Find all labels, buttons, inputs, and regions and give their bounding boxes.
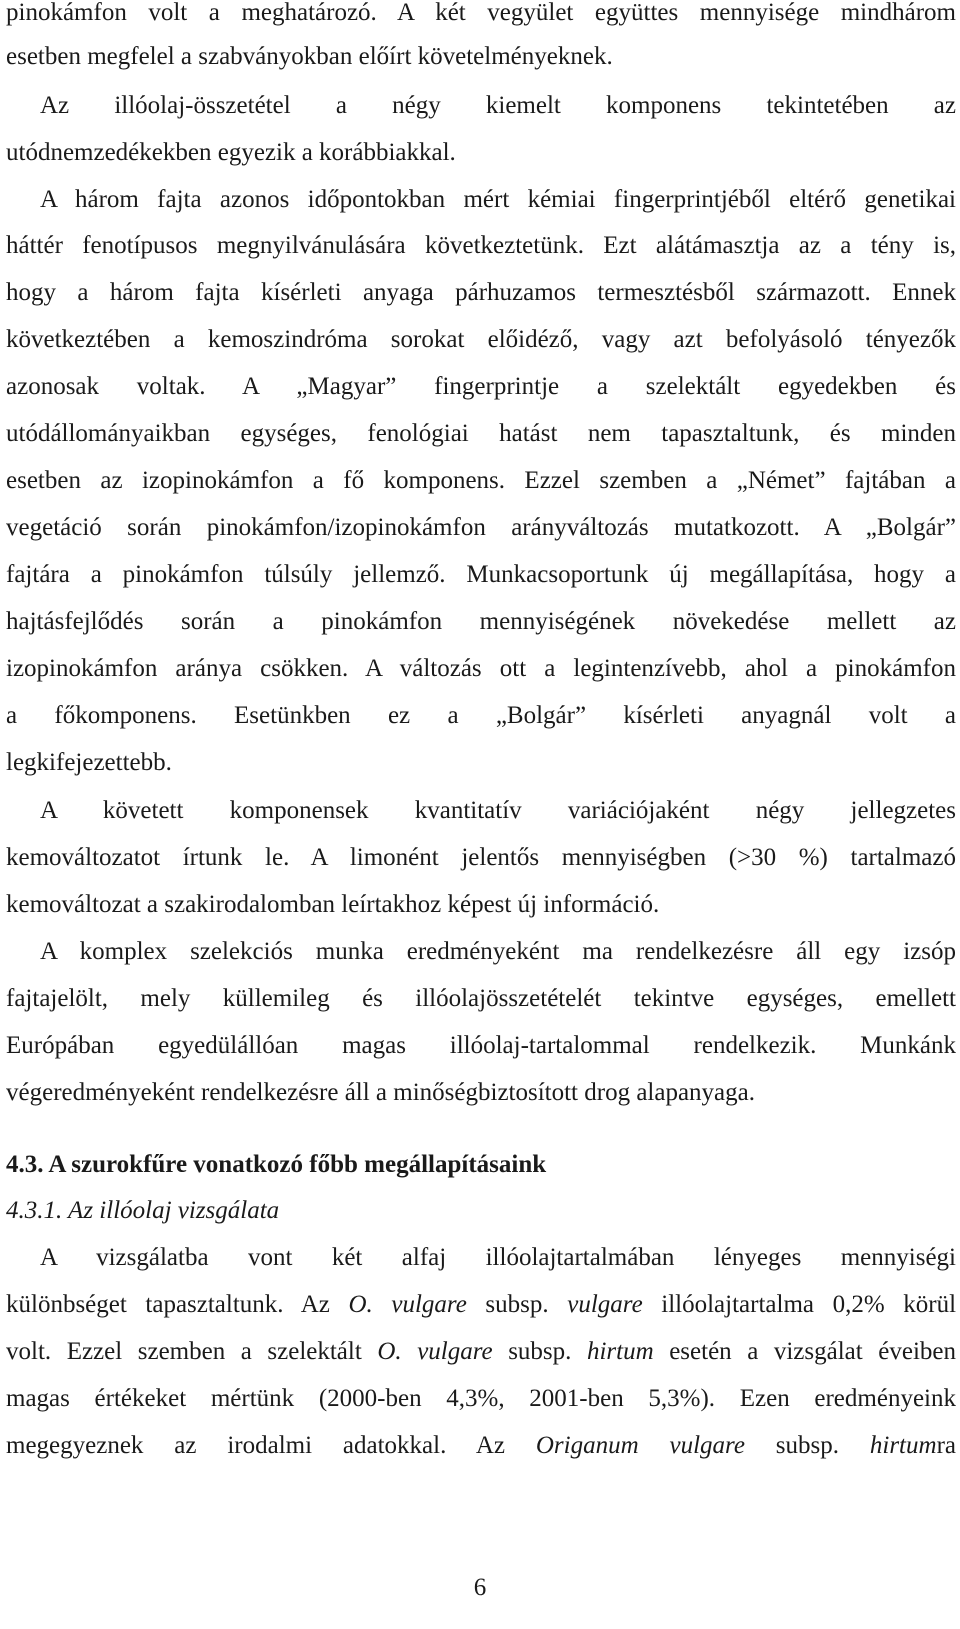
paragraph-line: kemováltozat a szakirodalomban leírtakhoz képest új információ. [6, 891, 660, 918]
subspecies-name: hirtum [586, 1338, 654, 1365]
paragraph-line [6, 1243, 956, 1273]
subsection-heading: 4.3.1. Az illóolaj vizsgálata [6, 1197, 280, 1224]
paragraph-line [6, 1384, 956, 1414]
paragraph-line: hajtásfejlődés során a pinokámfon mennyiségének növekedése mellett az [6, 608, 956, 635]
text-run: különbséget tapasztaltunk. Az [6, 1291, 349, 1318]
species-name: O. vulgare [348, 1291, 467, 1318]
paragraph-line [6, 1431, 956, 1461]
species-name: O. vulgare [377, 1338, 493, 1365]
paragraph-line: izopinokámfon aránya csökken. A változás ott a legintenzívebb, ahol a pinokámfon [6, 655, 956, 682]
text-run: illóolajtartalma 0,2% körül [642, 1291, 957, 1318]
paragraph-line: azonosak voltak. A „Magyar” fingerprintje a szelektált egyedekben és [6, 373, 956, 400]
paragraph-line: legkifejezettebb. [6, 749, 172, 776]
paragraph-line: fajtajelölt, mely küllemileg és illóolajösszetételét tekintve egységes, emellett [6, 985, 956, 1012]
text-run: volt. Ezzel szemben a szelektált [6, 1338, 378, 1365]
paragraph-line [6, 1337, 956, 1367]
paragraph-line: háttér fenotípusos megnyilvánulására következtetünk. Ezt alátámasztja az a tény is, [6, 232, 956, 259]
paragraph-line: A követett komponensek kvantitatív variációjaként négy jellegzetes [40, 797, 956, 824]
text-run: subsp. [492, 1338, 587, 1365]
paragraph-line: végeredményeként rendelkezésre áll a minőségbiztosított drog alapanyaga. [6, 1079, 755, 1106]
paragraph-line: Az illóolaj-összetétel a négy kiemelt komponens tekintetében az [40, 92, 956, 119]
paragraph-line: kemováltozatot írtunk le. A limonént jelentős mennyiségben (>30 %) tartalmazó [6, 844, 956, 871]
paragraph-line: Európában egyedülállóan magas illóolaj-tartalommal rendelkezik. Munkánk [6, 1032, 956, 1059]
paragraph-line: a főkomponens. Esetünkben ez a „Bolgár” kísérleti anyagnál volt a [6, 702, 956, 729]
subspecies-name: hirtum [869, 1432, 937, 1459]
paragraph-line: A három fajta azonos időpontokban mért kémiai fingerprintjéből eltérő genetikai [40, 186, 956, 213]
text-run: ra [936, 1432, 956, 1459]
paragraph-line: vegetáció során pinokámfon/izopinokámfon arányváltozás mutatkozott. A „Bolgár” [6, 514, 956, 541]
paragraph-line: következtében a kemoszindróma sorokat előidéző, vagy azt befolyásoló tényezők [6, 326, 956, 353]
paragraph-line: hogy a három fajta kísérleti anyaga párhuzamos termesztésből származott. Ennek [6, 279, 956, 306]
paragraph-line: utódnemzedékekben egyezik a korábbiakkal. [6, 139, 456, 166]
text-run: esetén a vizsgálat éveiben [653, 1338, 956, 1365]
text-run: subsp. [744, 1432, 870, 1459]
text-run: magas értékeket mértünk (2000-ben 4,3%, 2001-ben 5,3%). Ezen eredményeink [6, 1385, 956, 1412]
paragraph-line: utódállományaikban egységes, fenológiai hatást nem tapasztaltunk, és minden [6, 420, 956, 447]
paragraph-line: A komplex szelekciós munka eredményeként ma rendelkezésre áll egy izsóp [40, 938, 956, 965]
paragraph-line: fajtára a pinokámfon túlsúly jellemző. Munkacsoportunk új megállapítása, hogy a [6, 561, 956, 588]
page-number: 6 [473, 1574, 487, 1601]
text-run: subsp. [466, 1291, 568, 1318]
paragraph-line: esetben megfelel a szabványokban előírt követelményeknek. [6, 43, 613, 70]
paragraph-line: esetben az izopinokámfon a fő komponens. Ezzel szemben a „Német” fajtában a [6, 467, 956, 494]
species-name: Origanum vulgare [535, 1432, 745, 1459]
text-run: megegyeznek az irodalmi adatokkal. Az [6, 1432, 536, 1459]
subspecies-name: vulgare [567, 1291, 643, 1318]
section-heading: 4.3. A szurokfűre vonatkozó főbb megállapításaink [6, 1151, 547, 1178]
paragraph-line: pinokámfon volt a meghatározó. A két vegyület együttes mennyisége mindhárom [6, 0, 956, 26]
text-run: A vizsgálatba vont két alfaj illóolajtartalmában lényeges mennyiségi [40, 1244, 956, 1271]
paragraph-line [6, 1290, 956, 1320]
